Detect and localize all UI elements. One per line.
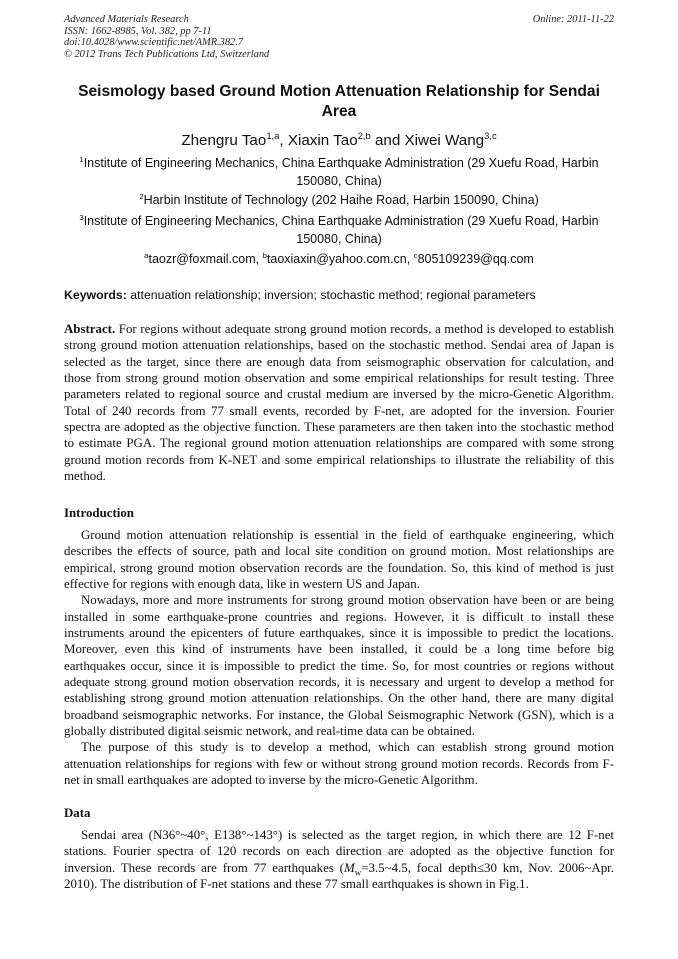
author-name: Xiwei Wang (404, 132, 485, 149)
affiliation-text: Institute of Engineering Mechanics, China Earthquake Administration (29 Xuefu Road, Harbin 150080, China) (83, 156, 599, 188)
journal-name: Advanced Materials Research (64, 14, 189, 25)
introduction-heading: Introduction (64, 506, 134, 520)
affiliation-2 (64, 192, 614, 210)
affiliation-mark: 1 (79, 154, 84, 164)
issn-line: ISSN: 1662-8985, Vol. 382, pp 7-11 (64, 25, 212, 37)
journal-header (64, 14, 269, 60)
introduction-paragraph: Ground motion attenuation relationship is essential in the field of earthquake engineering, which describes the effects of source, path and local site condition on ground motion. Most relationships are empirical, strong ground motion observation records are the foundation. So, this kind of method is just effective for regions with enough data, like in western US and Japan. (64, 528, 614, 592)
author-list (64, 131, 614, 151)
affiliation-1 (64, 155, 614, 190)
data-paragraph: Sendai area (N36°~40°, E138°~143°) is selected as the target region, in which there are 12 F-net stations. Fourier spectra of 120 records on each direction are adopted as the objective function for inversion. These records are from 77 earthquakes ($M_w=3.5\sim 4.5$, focal depth≤30 km, Nov. 2006~Apr. 2010). The distribution of F-net stations and these 77 small earthquakes is shown in Fig.1. (64, 828, 614, 892)
doi-line: doi:10.4028/www.scientific.net/AMR.382.7 (64, 37, 244, 48)
author-affiliation-mark: 1,a (266, 129, 280, 141)
introduction-paragraph: The purpose of this study is to develop a method, which can establish strong ground motion attenuation relationships for regions with few or without strong ground motion records. Records from F-net in small earthquakes are adopted to inverse by the micro-Genetic Algorithm. (64, 740, 614, 788)
email-address[interactable]: taozr@foxmail.com (148, 252, 256, 266)
data-heading: Data (64, 806, 91, 820)
email-mark: b (262, 250, 267, 260)
author-separator: , (279, 132, 288, 149)
magnitude-symbol: M (343, 860, 355, 875)
affiliation-text: Institute of Engineering Mechanics, China Earthquake Administration (29 Xuefu Road, Harbin 150080, China) (83, 214, 599, 246)
affiliation-3 (64, 213, 614, 248)
author-name: Xiaxin Tao (287, 132, 358, 149)
email-mark: a (144, 250, 149, 260)
abstract (64, 321, 614, 484)
email-address[interactable]: taoxiaxin@yahoo.com.cn (266, 252, 407, 266)
affiliation-mark: 2 (139, 191, 144, 201)
online-date: Online: 2011-11-22 (532, 14, 614, 25)
paper-title: Seismology based Ground Motion Attenuation Relationship for Sendai Area (78, 83, 600, 120)
email-line: $^a$taozr@foxmail.com, $^b$taoxiaxin@yahoo.com.cn, $^c$805109239@qq.com (144, 250, 534, 266)
keywords-label: Keywords: (64, 288, 127, 302)
magnitude-subscript: w (354, 867, 362, 878)
affiliation-mark: 3 (79, 212, 84, 222)
email-mark: c (413, 250, 418, 260)
abstract-label: Abstract. (64, 322, 116, 336)
author-name: Zhengru Tao (181, 132, 267, 149)
author-separator: and (370, 132, 405, 149)
copyright-line: © 2012 Trans Tech Publications Ltd, Switzerland (64, 48, 270, 60)
email-address[interactable]: 805109239@qq.com (417, 252, 534, 266)
abstract-text: For regions without adequate strong ground motion records, a method is developed to establish strong ground motion attenuation relationships, based on the stochastic method. Sendai area of Japan is selected as the target, since there are enough data from seismographic observation for calculation, and those from strong ground motion observation and some empirical relationships for result testing. Three parameters related to regional source and crustal medium are inversed by the micro-Genetic Algorithm. Total of 240 records from 77 small events, recorded by F-net, are adopted for the inversion. Fourier spectra are adopted as the objective function. These parameters are then taken into the stochastic method to estimate PGA. The regional ground motion attenuation relationships are compared with some strong ground motion records from K-NET and some empirical relationships to illustrate the reliability of this method. (64, 322, 614, 484)
introduction-body (64, 527, 614, 789)
author-affiliation-mark: 3,c (484, 129, 497, 141)
keywords-text: attenuation relationship; inversion; stochastic method; regional parameters (130, 288, 536, 302)
keywords (64, 287, 616, 303)
affiliation-text: Harbin Institute of Technology (202 Haihe Road, Harbin 150090, China) (143, 193, 539, 207)
data-body (64, 827, 614, 892)
introduction-paragraph: Nowadays, more and more instruments for strong ground motion observation have been or are being installed in some earthquake-prone countries and regions. However, it is difficult to install these instruments around the epicenters of future earthquakes, since it is impossible to predict the locations. Moreover, even this kind of instruments have been installed, it could be a long time before big earthquakes occur, since it is impossible to predict the time. So, for most countries or regions without adequate strong ground motion observation records, it is necessary and urgent to develop a method for establishing strong ground motion attenuation relationships. On the other hand, there are many digital broadband seismographic networks. For instance, the Global Seismographic Network (GSN), which is a globally distributed digital seismic network, and real-time data can be obtained. (64, 593, 614, 739)
author-affiliation-mark: 2,b (357, 129, 371, 141)
